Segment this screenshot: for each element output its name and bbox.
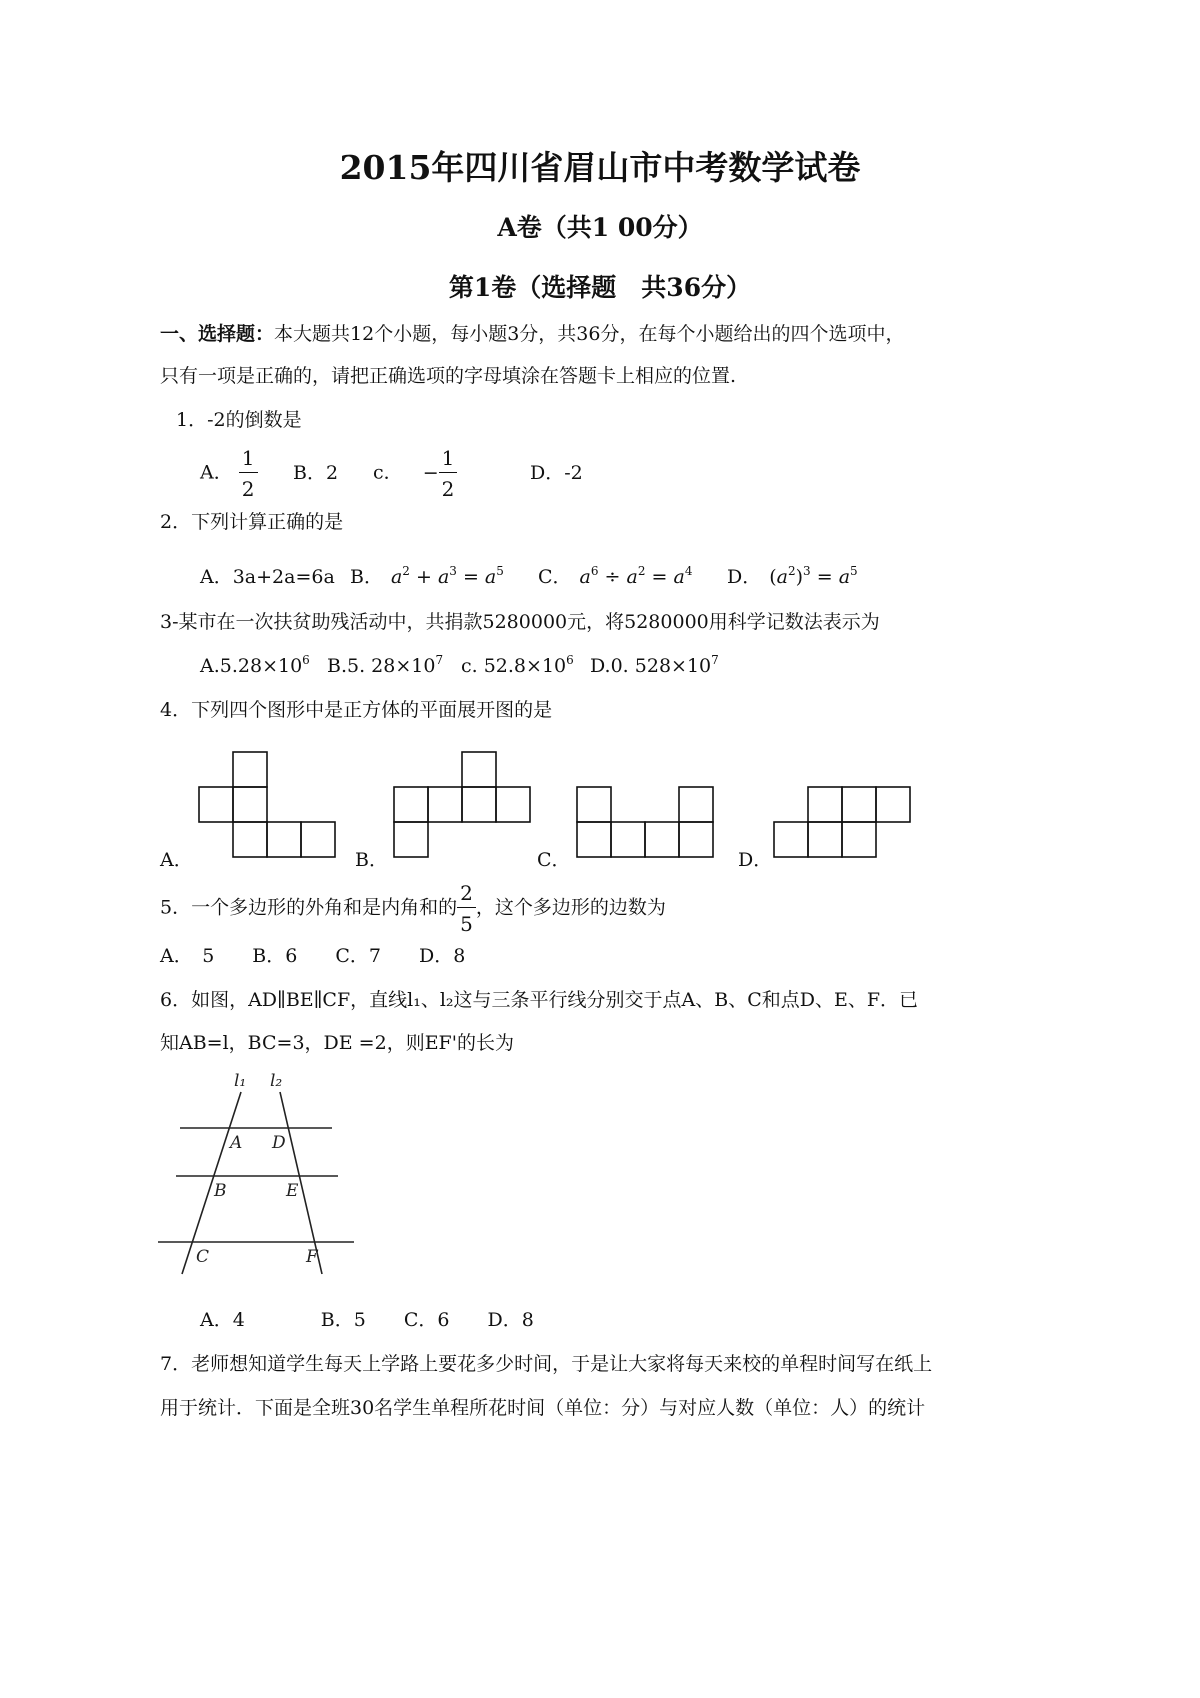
fraction-numerator: 1 <box>239 446 258 473</box>
line-l1 <box>182 1092 241 1274</box>
q3-option-d-base: D.0. 528×10 <box>590 655 712 677</box>
q2-option-d-label: D． <box>727 566 762 588</box>
label-a: A <box>230 1133 243 1153</box>
q3-option-a-base: A.5.28×10 <box>200 655 303 677</box>
q4-label-d: D． <box>738 849 773 871</box>
q6-line1: 6．如图，AD∥BE∥CF，直线l₁、l₂这与三条平行线分别交于点A、B、C和点D、E、F．已 <box>160 989 919 1011</box>
label-d: D <box>272 1133 286 1153</box>
q2-option-b-label: B． <box>350 566 383 588</box>
q5-stem-post: ，这个多边形的边数为 <box>475 896 666 919</box>
section-instructions-line2: 只有一项是正确的，请把正确选项的字母填涂在答题卡上相应的位置. <box>160 365 737 387</box>
q1-stem: 1．-2的倒数是 <box>176 409 302 431</box>
q4-label-c: C． <box>537 849 571 871</box>
section-text-1: 本大题共12个小题，每小题3分，共36分，在每个小题给出的四个选项中， <box>274 323 905 345</box>
net-c <box>577 787 713 857</box>
q1-option-c-fraction <box>439 446 458 501</box>
fraction-denominator: 2 <box>241 477 255 501</box>
q7-line2: 用于统计．下面是全班30名学生单程所花时间（单位：分）与对应人数（单位：人）的统计 <box>160 1397 926 1419</box>
q3-option-a <box>200 653 310 677</box>
fraction-numerator: 1 <box>439 446 458 473</box>
q1-option-a-label: A． <box>200 461 233 484</box>
q2-option-a: A．3a+2a=6a <box>200 566 335 588</box>
q1-option-c <box>373 446 457 501</box>
fraction-numerator: 2 <box>457 881 476 908</box>
q1-option-c-label: c． <box>373 461 403 484</box>
q6-options: A．4 B．5 C．6 D．8 <box>200 1309 534 1331</box>
fraction-denominator: 2 <box>441 477 455 501</box>
q1-option-a-fraction <box>239 446 258 501</box>
section-label: 一、选择题： <box>160 323 275 345</box>
q2-option-d: D． $(a^2)^3 = a^5$ <box>727 564 858 588</box>
q6-parallel-lines-figure <box>150 1070 370 1290</box>
q1-options <box>200 446 258 501</box>
q4-label-b: B． <box>355 849 388 871</box>
label-e: E <box>286 1181 299 1201</box>
label-f: F <box>306 1247 318 1267</box>
fraction-denominator: 5 <box>460 912 473 936</box>
subtitle-part-a: A卷（共1 00分） <box>497 213 703 242</box>
q3-option-c <box>461 653 574 677</box>
q5-stem <box>160 881 666 936</box>
q4-label-a: A． <box>160 849 193 871</box>
q5-stem-pre: 5．一个多边形的外角和是内角和的 <box>160 896 458 919</box>
label-b: B <box>214 1181 227 1201</box>
section-instructions-line1 <box>160 322 904 346</box>
q5-options: A． 5 B．6 C．7 D．8 <box>160 945 466 967</box>
exponent: 6 <box>566 653 574 667</box>
q3-stem: 3-某市在一次扶贫助残活动中，共捐款5280000元，将5280000用科学记数法表示为 <box>160 611 880 633</box>
net-a <box>199 752 335 857</box>
q1-option-b: B．2 <box>293 462 339 484</box>
q3-option-b-base: B.5. 28×10 <box>327 655 436 677</box>
exponent: 6 <box>302 653 310 667</box>
q3-option-c-base: c. 52.8×10 <box>461 655 567 677</box>
q2-option-b: B． $a^2 + a^3 = a^5$ <box>350 564 504 588</box>
label-l1: l₁ <box>234 1071 247 1091</box>
exponent: 7 <box>711 653 719 667</box>
q5-fraction <box>457 881 476 936</box>
q1-option-d: D．-2 <box>530 462 583 484</box>
exponent: 7 <box>435 653 444 667</box>
label-c: C <box>196 1247 210 1267</box>
q7-line1: 7．老师想知道学生每天上学路上要花多少时间，于是让大家将每天来校的单程时间写在纸上 <box>160 1353 933 1375</box>
net-b <box>394 752 530 857</box>
q2-option-c-label: C． <box>538 566 572 588</box>
q6-line2: 知AB=l，BC=3，DE =2，则EF'的长为 <box>160 1032 514 1054</box>
label-l2: l₂ <box>270 1071 283 1091</box>
minus-sign: − <box>422 461 439 484</box>
q2-option-c: C． $a^6 \div a^2 = a^4$ <box>538 564 693 588</box>
q2-stem: 2．下列计算正确的是 <box>160 511 344 533</box>
net-d <box>774 787 910 857</box>
subtitle-volume-1: 第1卷（选择题 共36分） <box>448 273 752 302</box>
q4-stem: 4．下列四个图形中是正方体的平面展开图的是 <box>160 699 553 721</box>
q3-option-d <box>590 653 719 677</box>
page-title: 2015年四川省眉山市中考数学试卷 <box>339 148 861 187</box>
q3-option-b <box>327 653 443 677</box>
